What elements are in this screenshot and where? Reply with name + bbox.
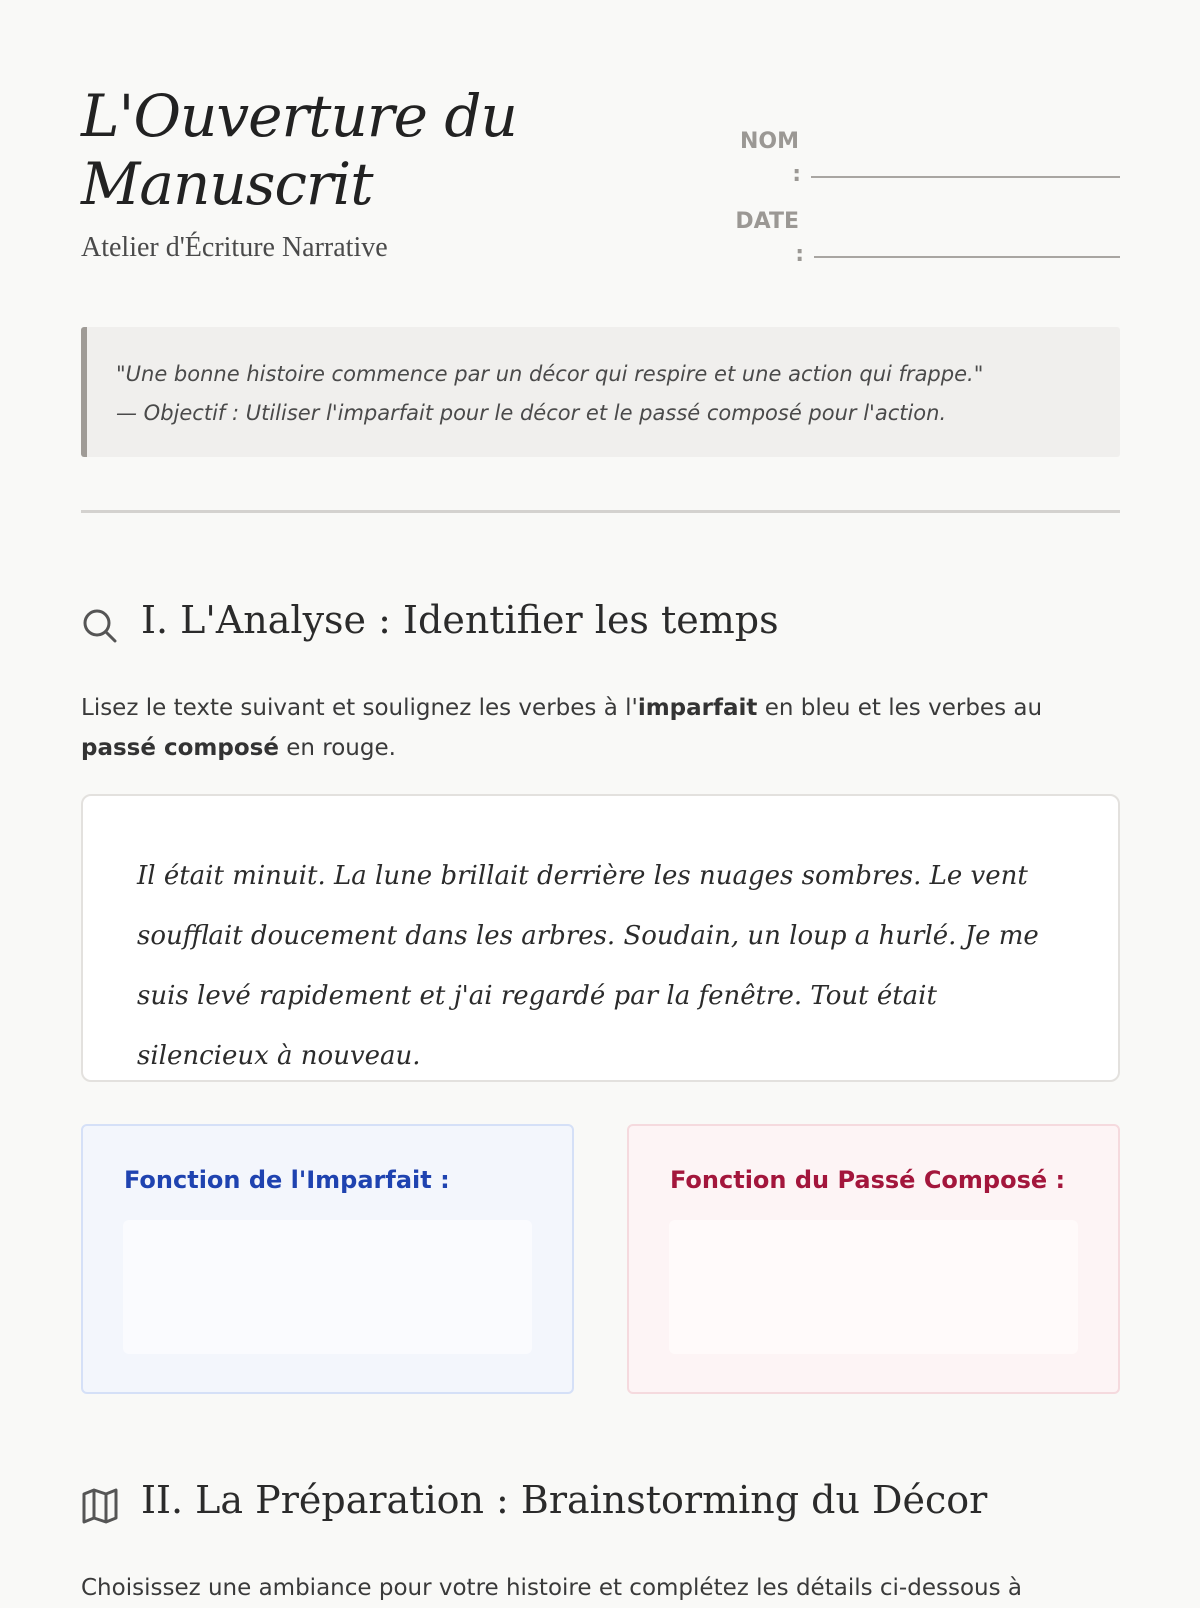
- header: [81, 0, 1120, 300]
- section-2-heading: [81, 1473, 1120, 1527]
- date-colon: :: [795, 242, 804, 267]
- imparfait-answer-area[interactable]: [123, 1220, 532, 1354]
- section-1-heading: [81, 593, 1120, 647]
- map-icon: [81, 1485, 119, 1523]
- imparfait-card-title: Fonction de l'Imparfait :: [124, 1166, 450, 1194]
- passe-compose-card: [627, 1124, 1120, 1394]
- page-subtitle: Atelier d'Écriture Narrative: [81, 232, 388, 263]
- page-title: L'Ouverture du Manuscrit: [81, 82, 517, 218]
- name-colon: :: [792, 162, 801, 187]
- quote-line-2: — Objectif : Utiliser l'imparfait pour le décor et le passé composé pour l'action.: [116, 401, 947, 425]
- date-label: DATE: [735, 209, 799, 234]
- section-2-intro: Choisissez une ambiance pour votre histoire et complétez les détails ci-dessous à: [81, 1575, 1022, 1601]
- instr-part3: en rouge.: [278, 735, 396, 761]
- instr-bold1: imparfait: [637, 695, 758, 721]
- instr-bold2: passé composé: [81, 735, 279, 761]
- objective-quote: [81, 327, 1120, 457]
- name-label: NOM: [739, 129, 799, 154]
- date-line: [814, 256, 1120, 258]
- search-icon: [81, 605, 119, 643]
- instr-part2: en bleu et les verbes au: [757, 695, 1043, 721]
- instr-part1: Lisez le texte suivant et soulignez les verbes à l': [81, 695, 638, 721]
- passe-compose-answer-area[interactable]: [669, 1220, 1078, 1354]
- section-1-instructions: [81, 688, 1120, 768]
- divider: [81, 510, 1120, 513]
- passe-compose-card-title: Fonction du Passé Composé :: [670, 1166, 1066, 1194]
- section-1-title: I. L'Analyse : Identifier les temps: [141, 598, 779, 642]
- passage-box: [81, 794, 1120, 1082]
- quote-line-1: "Une bonne histoire commence par un décor qui respire et une action qui frappe.": [116, 362, 984, 386]
- date-field[interactable]: [721, 206, 1120, 266]
- passage-text: Il était minuit. La lune brillait derrière les nuages sombres. Le vent soufflait doucement dans les arbres. Soudain, un loup a hurlé. Je me suis levé rapidement et j'ai regardé par la fenêtre. Tout était silencieux à nouveau.: [137, 861, 1039, 1071]
- name-line: [811, 176, 1120, 178]
- imparfait-card: [81, 1124, 574, 1394]
- name-field[interactable]: [721, 126, 1120, 186]
- section-2-title: II. La Préparation : Brainstorming du Décor: [141, 1478, 988, 1522]
- worksheet-page: [81, 0, 1120, 1601]
